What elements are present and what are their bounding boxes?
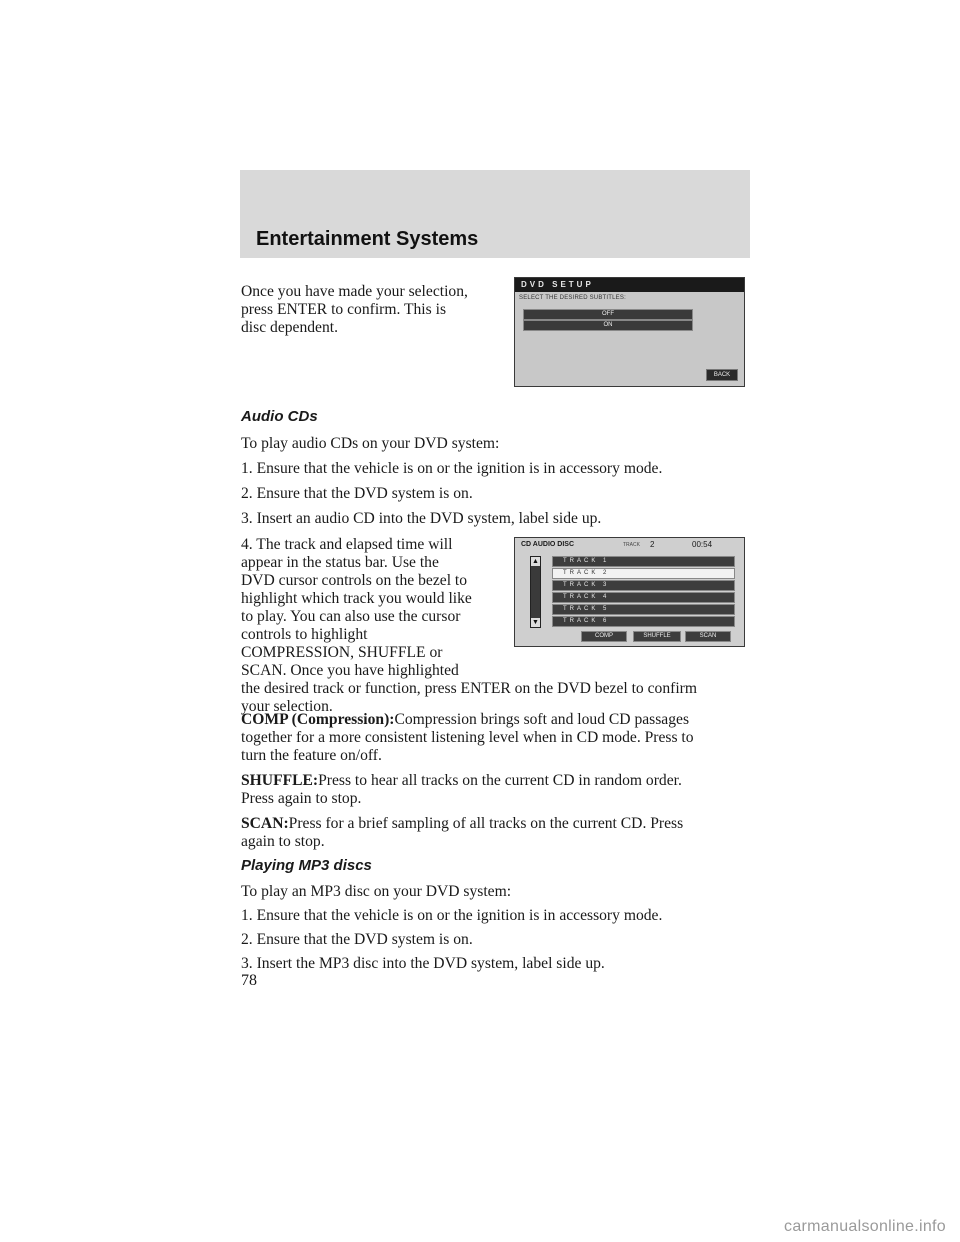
step-2: 2. Ensure that the DVD system is on. xyxy=(241,485,473,502)
step-4-line: your selection. xyxy=(241,698,333,715)
text-line: together for a more consistent listening level when in CD mode. Press to xyxy=(241,729,694,746)
track-item: TRACK 3 xyxy=(552,580,735,591)
text-line: turn the feature on/off. xyxy=(241,747,382,764)
text-line: To play an MP3 disc on your DVD system: xyxy=(241,883,512,900)
track-item: TRACK 4 xyxy=(552,592,735,603)
track-number: 2 xyxy=(650,540,655,549)
track-item: TRACK 1 xyxy=(552,556,735,567)
step-3: 3. Insert an audio CD into the DVD system, label side up. xyxy=(241,510,602,527)
shuffle-definition xyxy=(241,771,682,790)
watermark: carmanualsonline.info xyxy=(784,1218,946,1235)
step-1: 1. Ensure that the vehicle is on or the ignition is in accessory mode. xyxy=(241,460,663,477)
shuffle-text: Press to hear all tracks on the current CD in random order. xyxy=(318,772,682,789)
step-4-line: controls to highlight xyxy=(241,626,368,643)
track-item-selected: TRACK 2 xyxy=(552,568,735,579)
text-line: Press again to stop. xyxy=(241,790,362,807)
dvd-setup-title: DVD SETUP xyxy=(515,278,744,292)
comp-definition xyxy=(241,710,689,729)
scroll-down-icon: ▼ xyxy=(532,619,539,626)
step-4-line: appear in the status bar. Use the xyxy=(241,554,439,571)
scan-button: SCAN xyxy=(685,631,731,642)
subtitle-option-off: OFF xyxy=(523,309,693,320)
step-4-line: SCAN. Once you have highlighted xyxy=(241,662,459,679)
text-line: disc dependent. xyxy=(241,319,338,336)
subtitle-option-on: ON xyxy=(523,320,693,331)
comp-term: COMP (Compression): xyxy=(241,711,395,728)
dvd-setup-screen-illustration xyxy=(514,277,745,387)
cd-audio-title: CD AUDIO DISC xyxy=(521,541,575,548)
text-line: press ENTER to confirm. This is xyxy=(241,301,447,318)
page-number: 78 xyxy=(241,972,257,989)
subtitle-prompt: SELECT THE DESIRED SUBTITLES: xyxy=(519,295,626,301)
section-title: Entertainment Systems xyxy=(256,228,479,250)
heading-audio-cds: Audio CDs xyxy=(241,408,318,425)
scroll-up-icon: ▲ xyxy=(532,558,539,565)
track-item: TRACK 6 xyxy=(552,616,735,627)
comp-text: Compression brings soft and loud CD passages xyxy=(394,711,690,728)
back-button: BACK xyxy=(706,369,738,381)
scan-definition xyxy=(241,814,683,833)
step-4-line: highlight which track you would like xyxy=(241,590,472,607)
track-label: TRACK xyxy=(623,542,640,548)
step-4-line: the desired track or function, press ENTER on the DVD bezel to confirm xyxy=(241,680,697,697)
mp3-step-2: 2. Ensure that the DVD system is on. xyxy=(241,931,473,948)
shuffle-button: SHUFFLE xyxy=(633,631,681,642)
step-4-line: DVD cursor controls on the bezel to xyxy=(241,572,468,589)
heading-playing-mp3: Playing MP3 discs xyxy=(241,857,372,874)
shuffle-term: SHUFFLE: xyxy=(241,772,319,789)
elapsed-time: 00:54 xyxy=(692,540,713,549)
text-line: Once you have made your selection, xyxy=(241,283,468,300)
mp3-step-1: 1. Ensure that the vehicle is on or the ignition is in accessory mode. xyxy=(241,907,663,924)
cd-audio-screen-illustration xyxy=(514,537,745,647)
text-line: To play audio CDs on your DVD system: xyxy=(241,435,500,452)
track-item: TRACK 5 xyxy=(552,604,735,615)
comp-button: COMP xyxy=(581,631,627,642)
text-line: again to stop. xyxy=(241,833,325,850)
scan-text: Press for a brief sampling of all tracks on the current CD. Press xyxy=(288,815,684,832)
step-4-line: COMPRESSION, SHUFFLE or xyxy=(241,644,443,661)
mp3-step-3: 3. Insert the MP3 disc into the DVD system, label side up. xyxy=(241,955,605,972)
scan-term: SCAN: xyxy=(241,815,289,832)
step-4-line: 4. The track and elapsed time will xyxy=(241,536,453,553)
step-4-line: to play. You can also use the cursor xyxy=(241,608,461,625)
track-scrollbar xyxy=(530,556,541,628)
